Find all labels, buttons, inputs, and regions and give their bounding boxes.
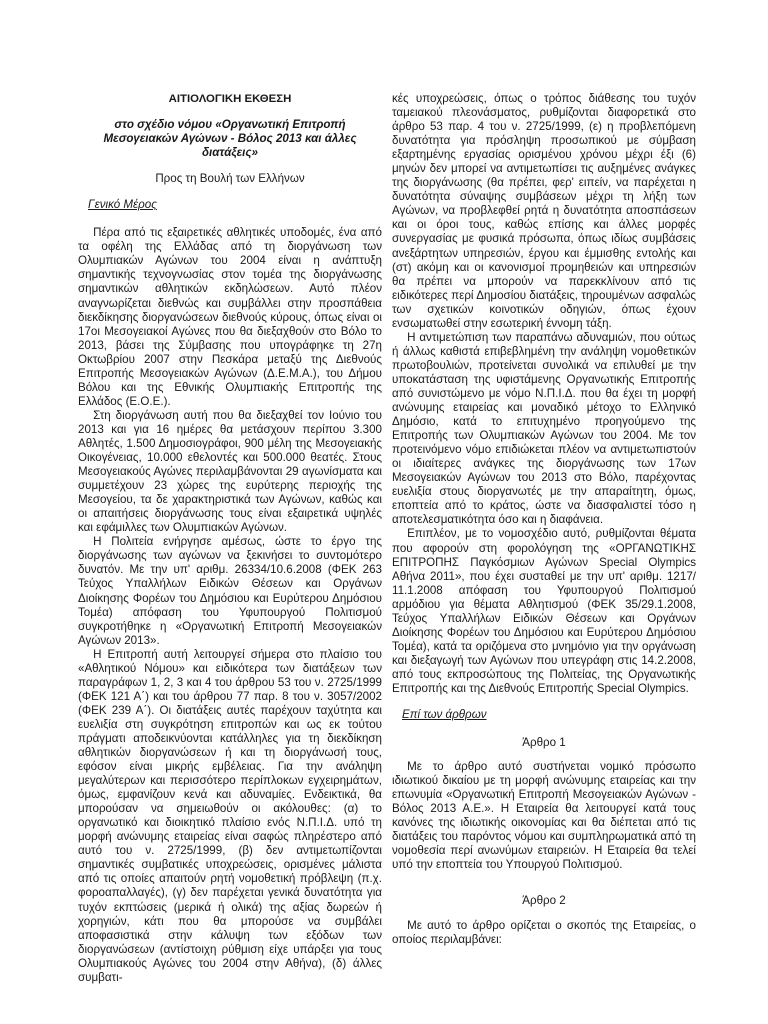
document-subtitle: στο σχέδιο νόμου «Οργανωτική Επιτροπή Μεσογειακών Αγώνων - Βόλος 2013 και άλλες διατάξεις»: [103, 118, 357, 160]
section-heading-articles: Επί των άρθρων: [402, 708, 487, 722]
paragraph: Στη διοργάνωση αυτή που θα διεξαχθεί τον Ιούνιο του 2013 και για 16 ημέρες θα μετάσχουν περίπου 3.300 Αθλητές, 1.500 Δημοσιογράφοι, 900 μέλη της Μεσογειακής Οικογένειας, 10.000 εθελοντές και 500.000 θεατές. Στους Μεσογειακούς Αγώνες περιλαμβάνονται 29 αγωνίσματα και συμμετέχουν 23 χώρες της ευρύτερης περιοχής της Μεσογείου, τα δε χαρακτηριστικά των Αγώνων, καθώς και οι απαιτήσεις διοργάνωσης τους είναι εξαιρετικά υψηλές και εφάμιλλες των Ολυμπιακών Αγώνων.: [78, 408, 382, 535]
paragraph: Η Πολιτεία ενήργησε αμέσως, ώστε το έργο της διοργάνωσης των αγώνων να ξεκινήσει το συντομότερο δυνατόν. Με την υπ' αριθμ. 26334/10.6.2008 (ΦΕΚ 263 Τεύχος Υπαλλήλων Ειδικών Θέσεων και Οργάνων Διοίκησης Φορέων του Δημόσιου και Ευρύτερου Δημόσιου Τομέα) απόφαση του Υφυπουργού Πολιτισμού συγκροτήθηκε η «Οργανωτική Επιτροπή Μεσογειακών Αγώνων 2013».: [78, 535, 382, 647]
paragraph: Πέρα από τις εξαιρετικές αθλητικές υποδομές, ένα από τα οφέλη της Ελλάδας από τη διοργάνωση των Ολυμπιακών Αγώνων του 2004 είναι η ανάπτυξη σημαντικής τεχνογνωσίας στον τομέα της διοργάνωσης σημαντικών αθλητικών εκδηλώσεων. Αυτό πλέον αναγνωρίζεται διεθνώς και συμβάλλει στην προσπάθεια διεκδίκησης διοργανώσεων διεθνούς κύρους, όπως είναι οι 17οι Μεσογειακοί Αγώνες που θα διεξαχθούν στο Βόλο το 2013, βάσει της Σύμβασης που υπογράφηκε τη 27η Οκτωβρίου 2007 στην Πεσκάρα μεταξύ της Διεθνούς Επιτροπής Μεσογειακών Αγώνων (Δ.Ε.Μ.Α.), του Δήμου Βόλου και της Εθνικής Ολυμπιακής Επιτροπής της Ελλάδος (Ε.Ο.Ε.).: [78, 226, 382, 408]
addressee: Προς τη Βουλή των Ελλήνων: [155, 172, 305, 186]
paragraph: Η Επιτροπή αυτή λειτουργεί σήμερα στο πλαίσιο του «Αθλητικού Νόμου» και ειδικότερα των διατάξεων των παραγράφων 1, 2, 3 και 4 του άρθρου 53 του ν. 2725/1999 (ΦΕΚ 121 Α΄) και του άρθρου 77 παρ. 8 του ν. 3057/2002 (ΦΕΚ 239 Α΄). Οι διατάξεις αυτές παρέχουν ταχύτητα και ευελιξία στη συγκρότηση επιτροπών και ως εκ τούτου πράγματι αποδεικνύονται κατάλληλες για τη διεκδίκηση αθλητικών διοργανώσεων ή και τη διοργάνωσή τους, εφόσον είναι μικρής εμβέλειας. Για την ανάληψη μεγαλύτερων και περισσότερο περίπλοκων εγχειρημάτων, όμως, εμφανίζουν κενά και αδυναμίες. Ενδεικτικά, θα μπορούσαν να σημειωθούν οι ακόλουθες: (α) το οργανωτικό και διοικητικό πλαίσιο ενός Ν.Π.Ι.Δ. υπό τη μορφή ανώνυμης εταιρείας είναι σαφώς πληρέστερο από αυτό του ν. 2725/1999, (β) δεν αντιμετωπίζονται σημαντικές συμβατικές υποχρεώσεις, ορισμένες μάλιστα από τις οποίες απαιτούν ρητή νομοθετική πρόβλεψη (π.χ. φοροαπαλλαγές), (γ) δεν παρέχεται γενικά δυνατότητα για τυχόν εκπτώσεις (μερικά ή ολικά) της αξίας δωρεών ή χορηγιών, κάτι που θα μπορούσε να συμβάλει αποφασιστικά στην κάλυψη των εξόδων των διοργανώσεων (αντίστοιχη ρύθμιση είχε υπάρξει για τους Ολυμπιακούς Αγώνες του 2004 στην Αθήνα), (δ) άλλες συμβατι-: [78, 647, 382, 984]
left-column: [78, 92, 382, 985]
article-2-text: Με αυτό το άρθρο ορίζεται ο σκοπός της Εταιρείας, ο οποίος περιλαμβάνει:: [392, 918, 696, 946]
document-title: ΑΙΤΙΟΛΟΓΙΚΗ ΕΚΘΕΣΗ: [168, 93, 292, 105]
right-column: [392, 92, 696, 947]
article-1-heading: Άρθρο 1: [522, 736, 566, 750]
section-heading-general: Γενικό Μέρος: [88, 198, 157, 212]
article-2-heading: Άρθρο 2: [522, 894, 566, 908]
paragraph: κές υποχρεώσεις, όπως ο τρόπος διάθεσης του τυχόν ταμειακού πλεονάσματος, ρυθμίζονται διαφορετικά στο άρθρο 53 παρ. 4 του ν. 2725/1999, (ε) η προβλεπόμενη δυνατότητα για πρόσληψη προσωπικού με σύμβαση εξαρτημένης εργασίας ορισμένου χρόνου μέχρι έξι (6) μηνών δεν μπορεί να αντιμετωπίσει τις αυξημένες ανάγκες της διοργάνωσης (θα πρέπει, φερ' ειπείν, να παρέχεται η δυνατότητα σύναψης συμβάσεων μέχρι τη λήξη των Αγώνων, να προβλεφθεί ρητά η δυνατότητα αποσπάσεων και οι όροι τους, καθώς επίσης και άλλες μορφές συνεργασίας με φυσικά πρόσωπα, όπως ιδίως συμβάσεις ανεξάρτητων υπηρεσιών, έργου και έμμισθης εντολής και (στ) ακόμη και οι κανονισμοί προμηθειών και υπηρεσιών θα πρέπει να μπορούν να παρεκκλίνουν από τις ειδικότερες περί Δημοσίου διατάξεις, τηρουμένων ασφαλώς των σχετικών κοινοτικών οδηγιών, όπως έχουν ενσωματωθεί στην εσωτερική έννομη τάξη.: [392, 92, 696, 330]
paragraph: Η αντιμετώπιση των παραπάνω αδυναμιών, που ούτως ή άλλως καθιστά επιβεβλημένη την ανάληψη νομοθετικών πρωτοβουλιών, προτείνεται συνολικά να επιλυθεί με την υποκατάσταση της υφιστάμενης Οργανωτικής Επιτροπής από συνιστώμενο με νόμο Ν.Π.Ι.Δ. που θα έχει τη μορφή ανώνυμης εταιρείας και μοναδικό μέτοχο το Ελληνικό Δημόσιο, κατά το επιτυχημένο προηγούμενο της Επιτροπής των Ολυμπιακών Αγώνων του 2004. Με τον προτεινόμενο νόμο επιδιώκεται πλέον να αντιμετωπιστούν οι ιδιαίτερες ανάγκες της διοργάνωσης των 17ων Μεσογειακών Αγώνων του 2013 στο Βόλο, παρέχοντας ευελιξία στους διοργανωτές με την απαραίτητη, όμως, εποπτεία από το κράτος, ώστε να διασφαλιστεί τόσο η αποτελεσματικότητα όσο και η διαφάνεια.: [392, 330, 696, 527]
article-1-text: Με το άρθρο αυτό συστήνεται νομικό πρόσωπο ιδιωτικού δικαίου με τη μορφή ανώνυμης εταιρείας και την επωνυμία «Οργανωτική Επιτροπή Μεσογειακών Αγώνων - Βόλος 2013 Α.Ε.». Η Εταιρεία θα λειτουργεί κατά τους κανόνες της ιδιωτικής οικονομίας και θα διέπεται από τις διατάξεις του παρόντος νόμου και συμπληρωματικά από τη νομοθεσία περί ανωνύμων εταιρειών. Η Εταιρεία θα τελεί υπό την εποπτεία του Υπουργού Πολιτισμού.: [392, 760, 696, 872]
paragraph: Επιπλέον, με το νομοσχέδιο αυτό, ρυθμίζονται θέματα που αφορούν στη φορολόγηση της «ΟΡΓΑΝΩΤΙΚΗΣ ΕΠΙΤΡΟΠΗΣ Παγκόσμιων Αγώνων Special Olympics Αθήνα 2011», που έχει συσταθεί με την υπ' αριθμ. 1217/ 11.1.2008 απόφαση του Υφυπουργού Πολιτισμού αρμόδιου για θέματα Αθλητισμού (ΦΕΚ 35/29.1.2008, Τεύχος Υπαλλήλων Ειδικών Θέσεων και Οργάνων Διοίκησης Φορέων του Δημόσιου και Ευρύτερου Δημόσιου Τομέα), κατά τα οριζόμενα στο μνημόνιο για την οργάνωση και διεξαγωγή των Αγώνων που υπεγράφη στις 14.2.2008, από τους εκπροσώπους της Πολιτείας, της Οργανωτικής Επιτροπής και της Διεθνούς Επιτροπής Special Olympics.: [392, 527, 696, 695]
